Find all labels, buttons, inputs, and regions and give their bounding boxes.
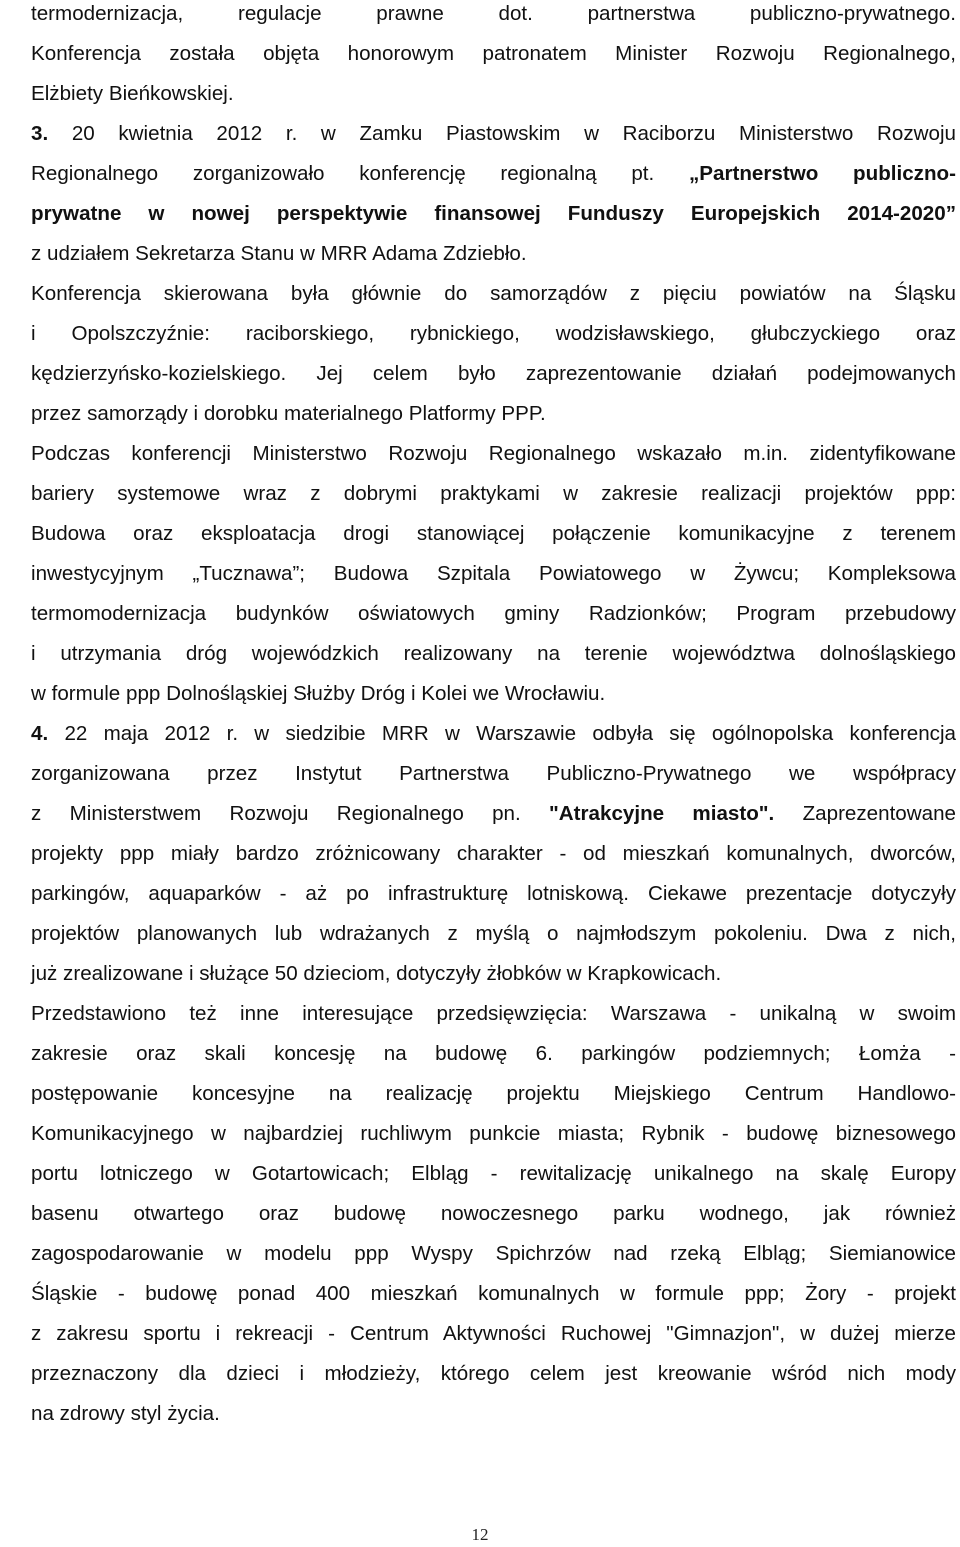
text-line: już zrealizowane i służące 50 dzieciom, dotyczyły żłobków w Krapkowicach. xyxy=(31,962,722,985)
text-line: i Opolszczyźnie: raciborskiego, rybnickiego, wodzisławskiego, głubczyckiego oraz xyxy=(31,322,956,345)
text-line: przeznaczony dla dzieci i młodzieży, którego celem jest kreowanie wśród nich mody xyxy=(31,1362,956,1385)
text-line xyxy=(31,800,956,840)
text-line: zakresie oraz skali koncesję na budowę 6. parkingów podziemnych; Łomża - xyxy=(31,1042,956,1065)
text-line: postępowanie koncesyjne na realizację projektu Miejskiego Centrum Handlowo- xyxy=(31,1082,956,1105)
conference-title: "Atrakcyjne miasto". xyxy=(549,802,775,825)
text-span: 20 kwietnia 2012 r. w Zamku Piastowskim w Raciborzu Ministerstwo Rozwoju xyxy=(71,122,956,145)
text-line: projektów planowanych lub wdrażanych z myślą o najmłodszym pokoleniu. Dwa z nich, xyxy=(31,922,956,945)
text-line: parkingów, aquaparków - aż po infrastrukturę lotniskową. Ciekawe prezentacje dotyczyły xyxy=(31,882,956,905)
text-line: Śląskie - budowę ponad 400 mieszkań komunalnych w formule ppp; Żory - projekt xyxy=(31,1282,956,1305)
conference-title-cont: prywatne w nowej perspektywie finansowej Funduszy Europejskich 2014-2020” xyxy=(31,202,956,225)
page-number: 12 xyxy=(471,1525,489,1544)
text-line: zorganizowana przez Instytut Partnerstwa Publiczno-Prywatnego we współpracy xyxy=(31,762,956,785)
text-span: Zaprezentowane xyxy=(802,802,956,825)
text-span: Regionalnego zorganizowało konferencję regionalną pt. xyxy=(31,162,655,185)
text-line: portu lotniczego w Gotartowicach; Elbląg - rewitalizację unikalnego na skalę Europy xyxy=(31,1162,956,1185)
text-line: przez samorządy i dorobku materialnego Platformy PPP. xyxy=(31,402,546,425)
text-line: termomodernizacja budynków oświatowych gminy Radzionków; Program przebudowy xyxy=(31,602,956,625)
text-line: Komunikacyjnego w najbardziej ruchliwym punkcie miasta; Rybnik - budowę biznesowego xyxy=(31,1122,956,1145)
text-line: termodernizacja, regulacje prawne dot. partnerstwa publiczno-prywatnego. xyxy=(31,2,956,25)
text-line: kędzierzyńsko-kozielskiego. Jej celem było zaprezentowanie działań podejmowanych xyxy=(31,362,956,385)
text-line: bariery systemowe wraz z dobrymi praktykami w zakresie realizacji projektów ppp: xyxy=(31,482,956,505)
text-line: Podczas konferencji Ministerstwo Rozwoju Regionalnego wskazało m.in. zidentyfikowane xyxy=(31,442,956,465)
text-span: 22 maja 2012 r. w siedzibie MRR w Warszawie odbyła się ogólnopolska konferencja xyxy=(64,722,956,745)
text-line: z udziałem Sekretarza Stanu w MRR Adama Zdziebło. xyxy=(31,242,527,265)
text-line: inwestycyjnym „Tucznawa”; Budowa Szpitala Powiatowego w Żywcu; Kompleksowa xyxy=(31,562,956,585)
list-number: 4. xyxy=(31,722,49,745)
text-line: Elżbiety Bieńkowskiej. xyxy=(31,82,234,105)
list-number: 3. xyxy=(31,122,49,145)
text-line: na zdrowy styl życia. xyxy=(31,1402,220,1425)
list-item-4-first-line xyxy=(31,720,956,760)
text-line: basenu otwartego oraz budowę nowoczesnego parku wodnego, jak również xyxy=(31,1202,956,1225)
text-line: Budowa oraz eksploatacja drogi stanowiącej połączenie komunikacyjne z terenem xyxy=(31,522,956,545)
text-line xyxy=(31,160,956,200)
text-line: z zakresu sportu i rekreacji - Centrum Aktywności Ruchowej "Gimnazjon", w dużej mierze xyxy=(31,1322,956,1345)
text-line: projekty ppp miały bardzo zróżnicowany charakter - od mieszkań komunalnych, dworców, xyxy=(31,842,956,865)
text-line: i utrzymania dróg wojewódzkich realizowany na terenie województwa dolnośląskiego xyxy=(31,642,956,665)
text-line: zagospodarowanie w modelu ppp Wyspy Spichrzów nad rzeką Elbląg; Siemianowice xyxy=(31,1242,956,1265)
conference-title: „Partnerstwo publiczno- xyxy=(688,162,956,185)
text-line: w formule ppp Dolnośląskiej Służby Dróg i Kolei we Wrocławiu. xyxy=(31,682,606,705)
text-line: Konferencja skierowana była głównie do samorządów z pięciu powiatów na Śląsku xyxy=(31,282,956,305)
text-line: Konferencja została objęta honorowym patronatem Minister Rozwoju Regionalnego, xyxy=(31,42,956,65)
list-item-3-first-line xyxy=(31,120,956,160)
text-span: z Ministerstwem Rozwoju Regionalnego pn. xyxy=(31,802,521,825)
text-line: Przedstawiono też inne interesujące przedsięwzięcia: Warszawa - unikalną w swoim xyxy=(31,1002,956,1025)
